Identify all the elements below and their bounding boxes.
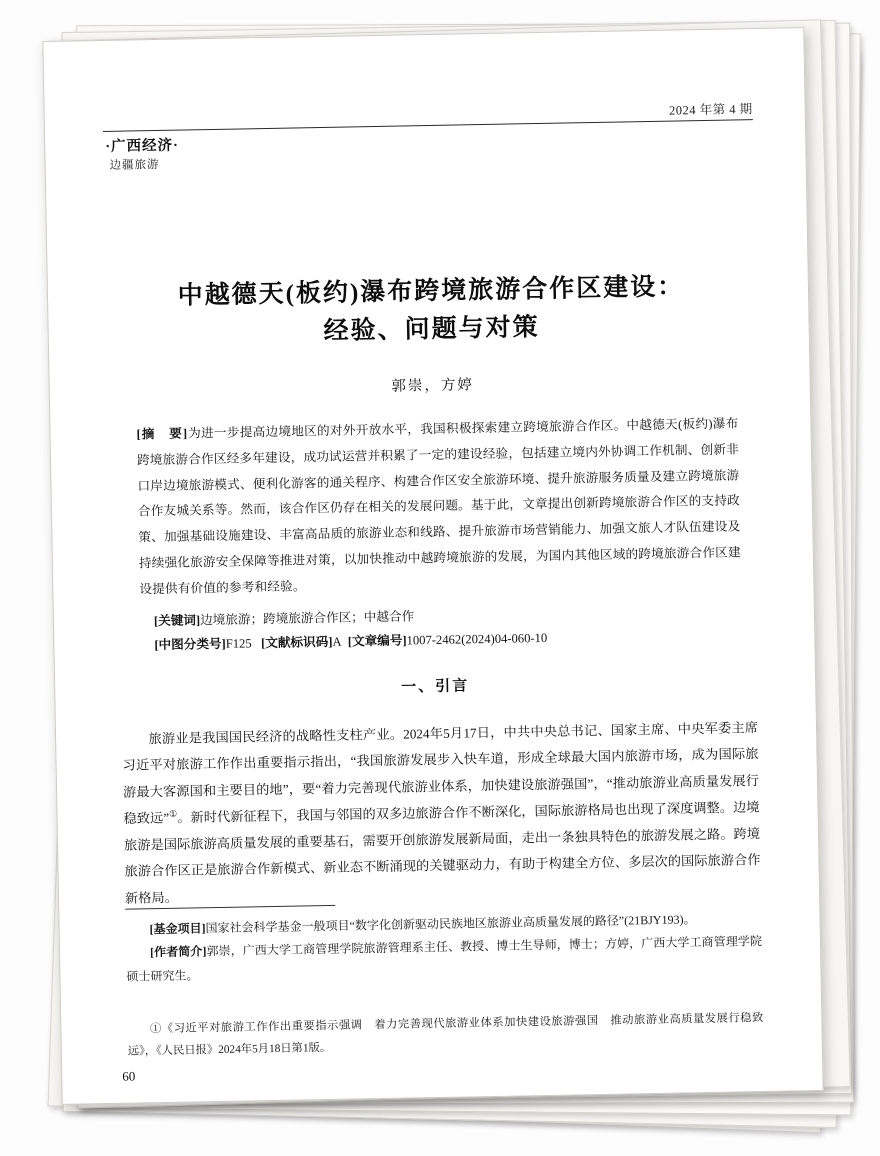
body-paragraph-part2: 。新时代新征程下，我国与邻国的双多边旅游合作不断深化，国际旅游格局也出现了深度调整。边境旅游是国际旅游高质量发展的重要基石，需要开创旅游发展新局面，走出一条独具特色的旅游发展之路。跨境旅游合作区正是旅游合作新模式、新业态不断涌现的关键驱动力，有助于构建全方位、多层次的国际旅游合作新格局。 xyxy=(123,799,761,906)
author-list: 郭崇，方婷 xyxy=(391,377,475,395)
fund-note-text: 国家社会科学基金一般项目“数字化创新驱动民族地区旅游业高质量发展的路径”(21BJY193)。 xyxy=(205,912,696,936)
section-heading: 一、引言 xyxy=(401,678,470,696)
abstract-paragraph xyxy=(136,411,741,603)
keywords-value: 边境旅游；跨境旅游合作区；中越合作 xyxy=(199,609,415,628)
title-block xyxy=(120,267,744,400)
footnote-marker: ① xyxy=(168,808,178,820)
page-number: 60 xyxy=(122,1068,136,1084)
header-issue: 2024 年第 4 期 xyxy=(668,102,753,118)
abstract-label: [摘 要] xyxy=(136,426,189,442)
abstract-text: 为进一步提高边境地区的对外开放水平，我国积极探索建立跨境旅游合作区。中越德天(板约)瀑布跨境旅游合作区经多年建设，成功试运营并积累了一定的建设经验，包括建立境内外协调工作机制、创新非口岸边境旅游模式、便利化游客的通关程序、构建合作区安全旅游环境、提升旅游服务质量及建立跨境旅游合作友城关系等。然而，该合作区仍存在相关的发展问题。基于此，文章提出创新跨境旅游合作区的支持政策、加强基础设施建设、丰富高品质的旅游业态和线路、提升旅游市场营销能力、加强文旅人才队伍建设及持续强化旅游安全保障等推进对策，以加快推动中越跨境旅游的发展，为国内其他区域的跨境旅游合作区建设提供有价值的参考和经验。 xyxy=(136,416,741,597)
fund-note-label: [基金项目] xyxy=(149,921,206,937)
clc-value: F125 xyxy=(225,636,252,651)
page-title-line1: 中越德天(板约)瀑布跨境旅游合作区建设： xyxy=(177,273,685,310)
author-note-text: 郭崇，广西大学工商管理学院旅游管理系主任、教授、博士生导师，博士；方婷，广西大学工商管理学院硕士研究生。 xyxy=(126,934,763,984)
body-paragraph xyxy=(122,715,761,912)
header-journal-name: ·广西经济· xyxy=(105,137,180,155)
doc-code-value: A xyxy=(332,634,342,649)
header-rule xyxy=(103,119,753,132)
keywords-label: [关键词] xyxy=(153,613,201,629)
body-paragraph-part1: 旅游业是我国国民经济的战略性支柱产业。2024年5月17日，中共中央总书记、国家主席、中央军委主席习近平对旅游工作作出重要指示指出，“我国旅游发展步入快车道，形成全球最大国内旅游市场，成为国际旅游最大客源国和主要目的地”，要“着力完善现代旅游业体系，加快建设旅游强国”，“推动旅游业高质量发展行稳致远” xyxy=(122,720,760,827)
journal-page xyxy=(42,27,823,1105)
header-column-name: 边疆旅游 xyxy=(109,158,160,172)
page-title-line2: 经验、问题与对策 xyxy=(323,313,540,345)
article-no-label: [文章编号] xyxy=(347,633,407,649)
author-note-label: [作者简介] xyxy=(149,944,207,960)
footnote-text: ①《习近平对旅游工作作出重要指示强调 着力完善现代旅游业体系加快建设旅游强国 推动旅游业高质量发展行稳致远》，《人民日报》2024年5月18日第1版。 xyxy=(127,1012,764,1058)
clc-label: [中图分类号] xyxy=(154,636,226,653)
doc-code-label: [文献标识码] xyxy=(260,634,333,651)
page-header xyxy=(103,99,754,172)
article-no-value: 1007-2462(2024)04-060-10 xyxy=(406,630,548,648)
notes-block xyxy=(125,907,762,989)
